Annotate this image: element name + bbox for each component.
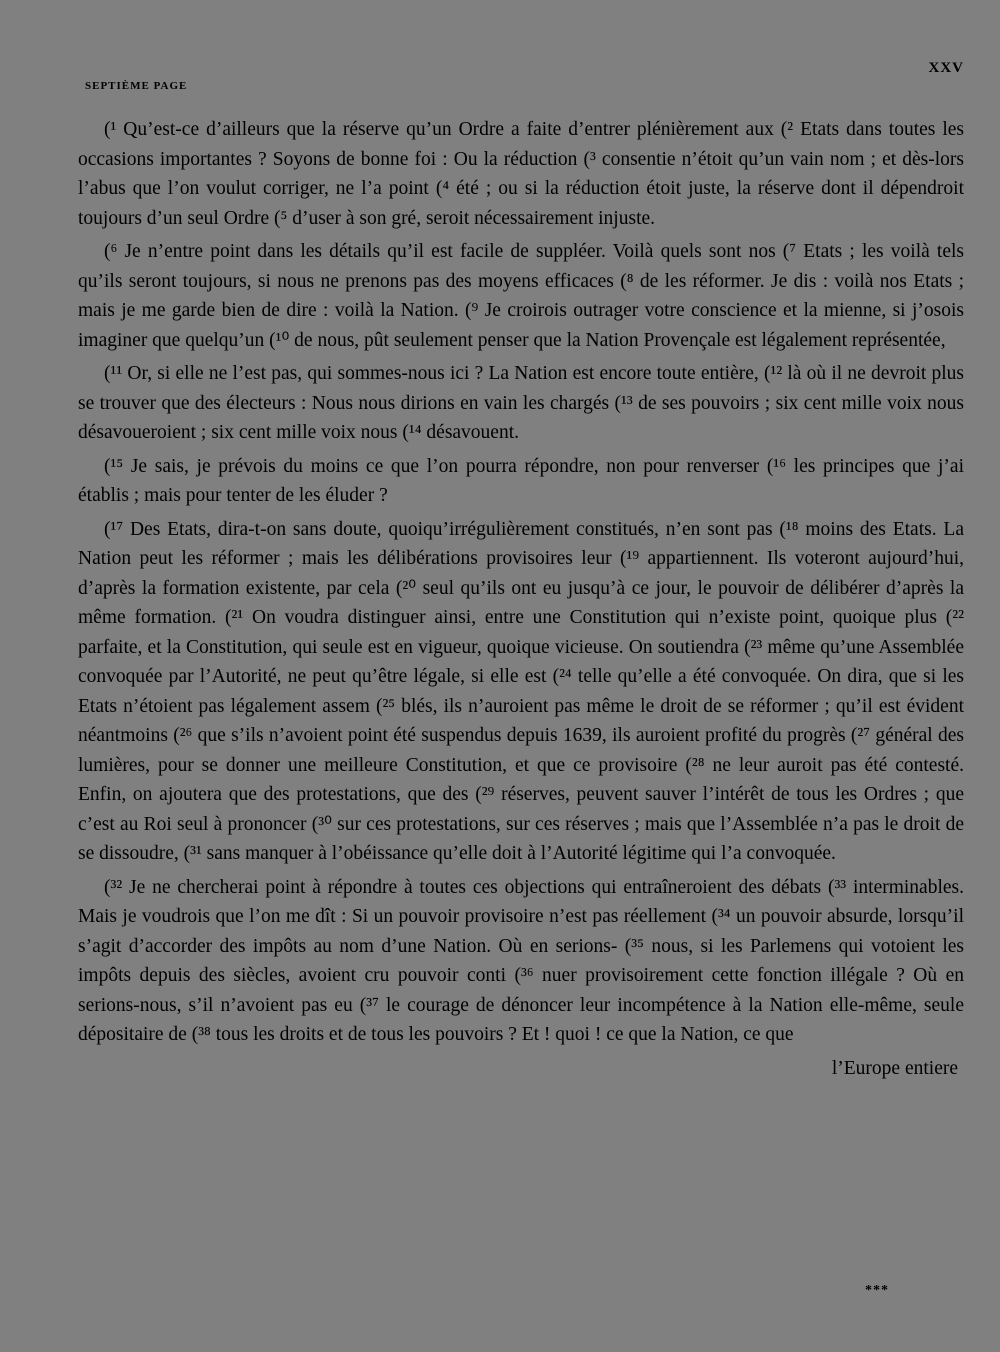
closing-line: l’Europe entiere: [831, 1057, 958, 1079]
paragraph: (⁶ Je n’entre point dans les détails qu’il est facile de suppléer. Voilà quels sont nos (⁷ Etats ; les voilà tels qu’ils seront toujours, si nous ne prenons pas des moyens efficaces (⁸ de les réformer. Je dis : voilà nos Etats ; mais je me garde bien de dire : voilà la Nation. (⁹ Je croirois outrager votre conscience et la mienne, si j’osois imaginer que quelqu’un (¹⁰ de nous, pût seulement penser que la Nation Provençale est légalement représentée,: [78, 241, 964, 351]
paragraph: (¹ Qu’est-ce d’ailleurs que la réserve qu’un Ordre a faite d’entrer plénièrement aux (² Etats dans toutes les occasions importantes ? Soyons de bonne foi : Ou la réduction (³ consentie n’étoit qu’un vain nom ; et dès-lors l’abus que l’on voulut corriger, ne l’a point (⁴ été ; ou si la réduction étoit juste, la réserve dont il dépendroit toujours d’un seul Ordre (⁵ d’user à son gré, seroit nécessairement injuste.: [78, 119, 964, 229]
ornament: ***: [865, 1283, 889, 1298]
paragraph: (¹¹ Or, si elle ne l’est pas, qui sommes-nous ici ? La Nation est encore toute entière, (¹² là où il ne devroit plus se trouver que des électeurs : Nous nous dirions en vain les chargés (¹³ de ses pouvoirs ; six cent mille voix nous désavoueroient ; six cent mille voix nous (¹⁴ désavouent.: [78, 363, 964, 443]
paragraph: (¹⁵ Je sais, je prévois du moins ce que l’on pourra répondre, non pour renverser (¹⁶ les principes que j’ai établis ; mais pour tenter de les éluder ?: [78, 455, 964, 506]
paragraph: (¹⁷ Des Etats, dira-t-on sans doute, quoiqu’irrégulièrement constitués, n’en sont pas (¹⁸ moins des Etats. La Nation peut les réformer ; mais les délibérations provisoires leur (¹⁹ appartiennent. Ils voteront aujourd’hui, d’après la formation existente, par cela (²⁰ seul qu’ils ont eu jusqu’à ce jour, le pouvoir de délibérer d’après la même formation. (²¹ On voudra distinguer ainsi, entre une Constitution qui n’existe point, quoique plus (²² parfaite, et la Constitution, qui seule est en vigueur, quoique vicieuse. On soutiendra (²³ même qu’une Assemblée convoquée par l’Autorité, ne peut qu’être légale, si elle est (²⁴ telle qu’elle a été convoquée. On dira, que si les Etats n’étoient pas légalement assem (²⁵ blés, ils n’auroient pas même le droit de se réformer ; qu’il est évident néantmoins (²⁶ que s’ils n’avoient point été suspendus depuis 1639, ils auroient profité du progrès (²⁷ général des lumières, pour se donner une meilleure Constitution, et que ce provisoire (²⁸ ne leur auroit pas été contesté. Enfin, on ajoutera que des protestations, que des (²⁹ réserves, peuvent sauver l’intérêt de tous les Ordres ; que c’est au Roi seul à prononcer (³⁰ sur ces protestations, sur ces réserves ; mais que l’Assemblée n’a pas le droit de se dissoudre, (³¹ sans manquer à l’obéissance qu’elle doit à l’Autorité légitime qui l’a convoquée.: [78, 518, 964, 864]
running-head: SEPTIÈME PAGE: [85, 80, 188, 92]
page-number: XXV: [928, 60, 964, 76]
paragraph: (³² Je ne chercherai point à répondre à toutes ces objections qui entraîneroient des débats (³³ interminables. Mais je voudrois que l’on me dît : Si un pouvoir provisoire n’est pas réellement (³⁴ un pouvoir absurde, lorsqu’il s’agit d’accorder des impôts au nom d’une Nation. Où en serions- (³⁵ nous, si les Parlemens qui votoient les impôts depuis des siècles, avoient cru pouvoir conti (³⁶ nuer provisoirement cette fonction illégale ? Où en serions-nous, s’il n’avoient pas eu (³⁷ le courage de dénoncer leur incompétence à la Nation elle-même, seule dépositaire de (³⁸ tous les droits et de tous les pouvoirs ? Et ! quoi ! ce que la Nation, ce que: [78, 876, 964, 1045]
body-text: [78, 115, 964, 1083]
